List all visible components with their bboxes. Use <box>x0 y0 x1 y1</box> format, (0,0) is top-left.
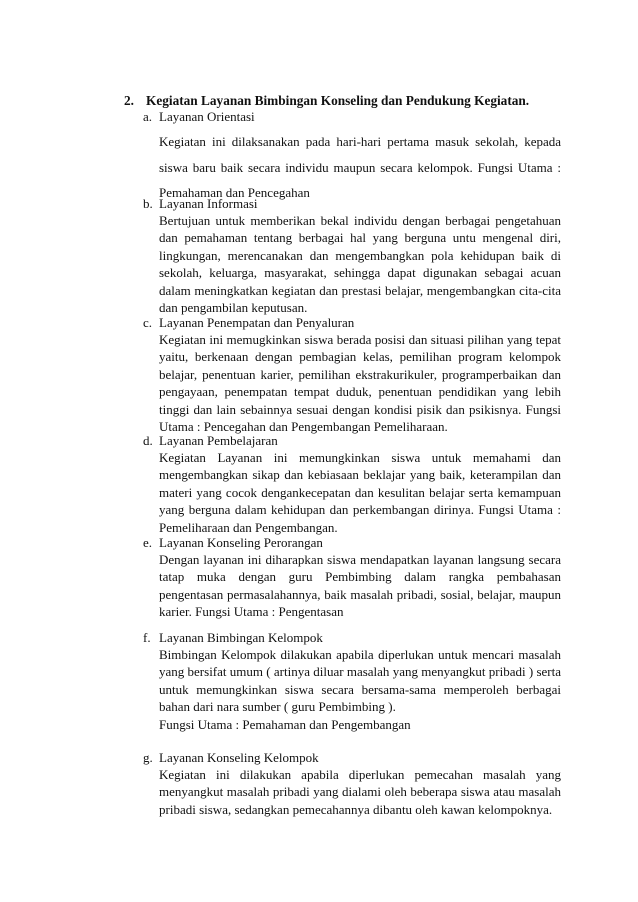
item-body: Bimbingan Kelompok dilakukan apabila diperlukan untuk mencari masalah yang bersifat umum ( artinya diluar masalah yang menyangkut pribadi ) serta untuk memungkinkan siswa secara bersama-sama memperoleh berbagai bahan dari nara sumber ( guru Pembimbing ). <box>159 647 561 715</box>
item-letter: e. <box>143 535 153 550</box>
item-title-text: Layanan Konseling Kelompok <box>159 750 319 765</box>
list-item-a <box>143 108 561 206</box>
item-title-text: Layanan Konseling Perorangan <box>159 535 323 550</box>
list-item-g <box>143 749 561 818</box>
item-body: Dengan layanan ini diharapkan siswa mendapatkan layanan langsung secara tatap muka dengan guru Pembimbing dalam rangka pembahasan pengentasan permasalahannya, baik masalah pribadi, sosial, belajar, maupun karier. Fungsi Utama : Pengentasan <box>159 552 561 620</box>
item-body: Kegiatan ini memugkinkan siswa berada posisi dan situasi pilihan yang tepat yaitu, berkenaan dengan pembagian kelas, pemilihan program kelompok belajar, penentuan karier, pemilihan ekstrakurikuler, programperbaikan dan pengayaan, penempatan tempat duduk, penentuan pendidikan yang lebih tinggi dan lain sebainnya sesuai dengan kondisi pisik dan psikisnya. Fungsi Utama : Pencegahan dan Pengembangan Pemeliharaan. <box>159 332 561 435</box>
item-title <box>143 629 561 646</box>
item-letter: f. <box>143 630 151 645</box>
section-number: 2. <box>124 93 134 108</box>
item-title <box>143 195 561 212</box>
item-letter: a. <box>143 109 153 124</box>
list-item-b <box>143 195 561 316</box>
item-letter: g. <box>143 750 153 765</box>
item-body: Kegiatan ini dilakukan apabila diperlukan pemecahan masalah yang menyangkut masalah pribadi yang dialami oleh beberapa siswa atau masalah pribadi siswa, sedangkan pemecahannya dibantu oleh kawan kelompoknya. <box>159 767 561 817</box>
item-letter: b. <box>143 196 153 211</box>
item-title-text: Layanan Penempatan dan Penyaluran <box>159 315 355 330</box>
section-heading <box>124 92 529 109</box>
item-body: Bertujuan untuk memberikan bekal individu dengan berbagai pengetahuan dan pemahaman tentang berbagai hal yang berguna untu mengenal diri, lingkungan, merencanakan dan mengembangkan pola kehidupan baik di sekolah, keluarga, masyarakat, sehingga dapat digunakan sebagai acuan dalam meningkatkan kegiatan dan prestasi belajar, mengembangkan cita-cita dan pengambilan keputusan. <box>159 213 561 316</box>
item-title <box>143 534 561 551</box>
item-title <box>143 108 561 125</box>
section-title: Kegiatan Layanan Bimbingan Konseling dan Pendukung Kegiatan. <box>146 93 530 108</box>
item-function-line: Fungsi Utama : Pemahaman dan Pengembangan <box>159 716 411 732</box>
item-body: Kegiatan ini dilaksanakan pada hari-hari pertama masuk sekolah, kepada siswa baru baik secara individu maupun secara kelompok. Fungsi Utama : Pemahaman dan Pencegahan <box>159 134 561 200</box>
item-body: Kegiatan Layanan ini memungkinkan siswa untuk memahami dan mengembangkan sikap dan kebiasaan beklajar yang baik, keterampilan dan materi yang cocok dengankecepatan dan kesulitan belajar serta kemampuan yang berguna dalam kehidupan dan perkembangan dirinya. Fungsi Utama : Pemeliharaan dan Pengembangan. <box>159 450 561 535</box>
item-title-text: Layanan Bimbingan Kelompok <box>159 630 323 645</box>
list-item-c <box>143 314 561 435</box>
item-title-text: Layanan Orientasi <box>159 109 255 124</box>
item-title <box>143 314 561 331</box>
item-letter: c. <box>143 315 153 330</box>
list-item-f <box>143 629 561 733</box>
item-title-text: Layanan Pembelajaran <box>159 433 278 448</box>
item-title-text: Layanan Informasi <box>159 196 258 211</box>
list-item-e <box>143 534 561 621</box>
list-item-d <box>143 432 561 536</box>
item-letter: d. <box>143 433 153 448</box>
item-title <box>143 432 561 449</box>
item-title <box>143 749 561 766</box>
